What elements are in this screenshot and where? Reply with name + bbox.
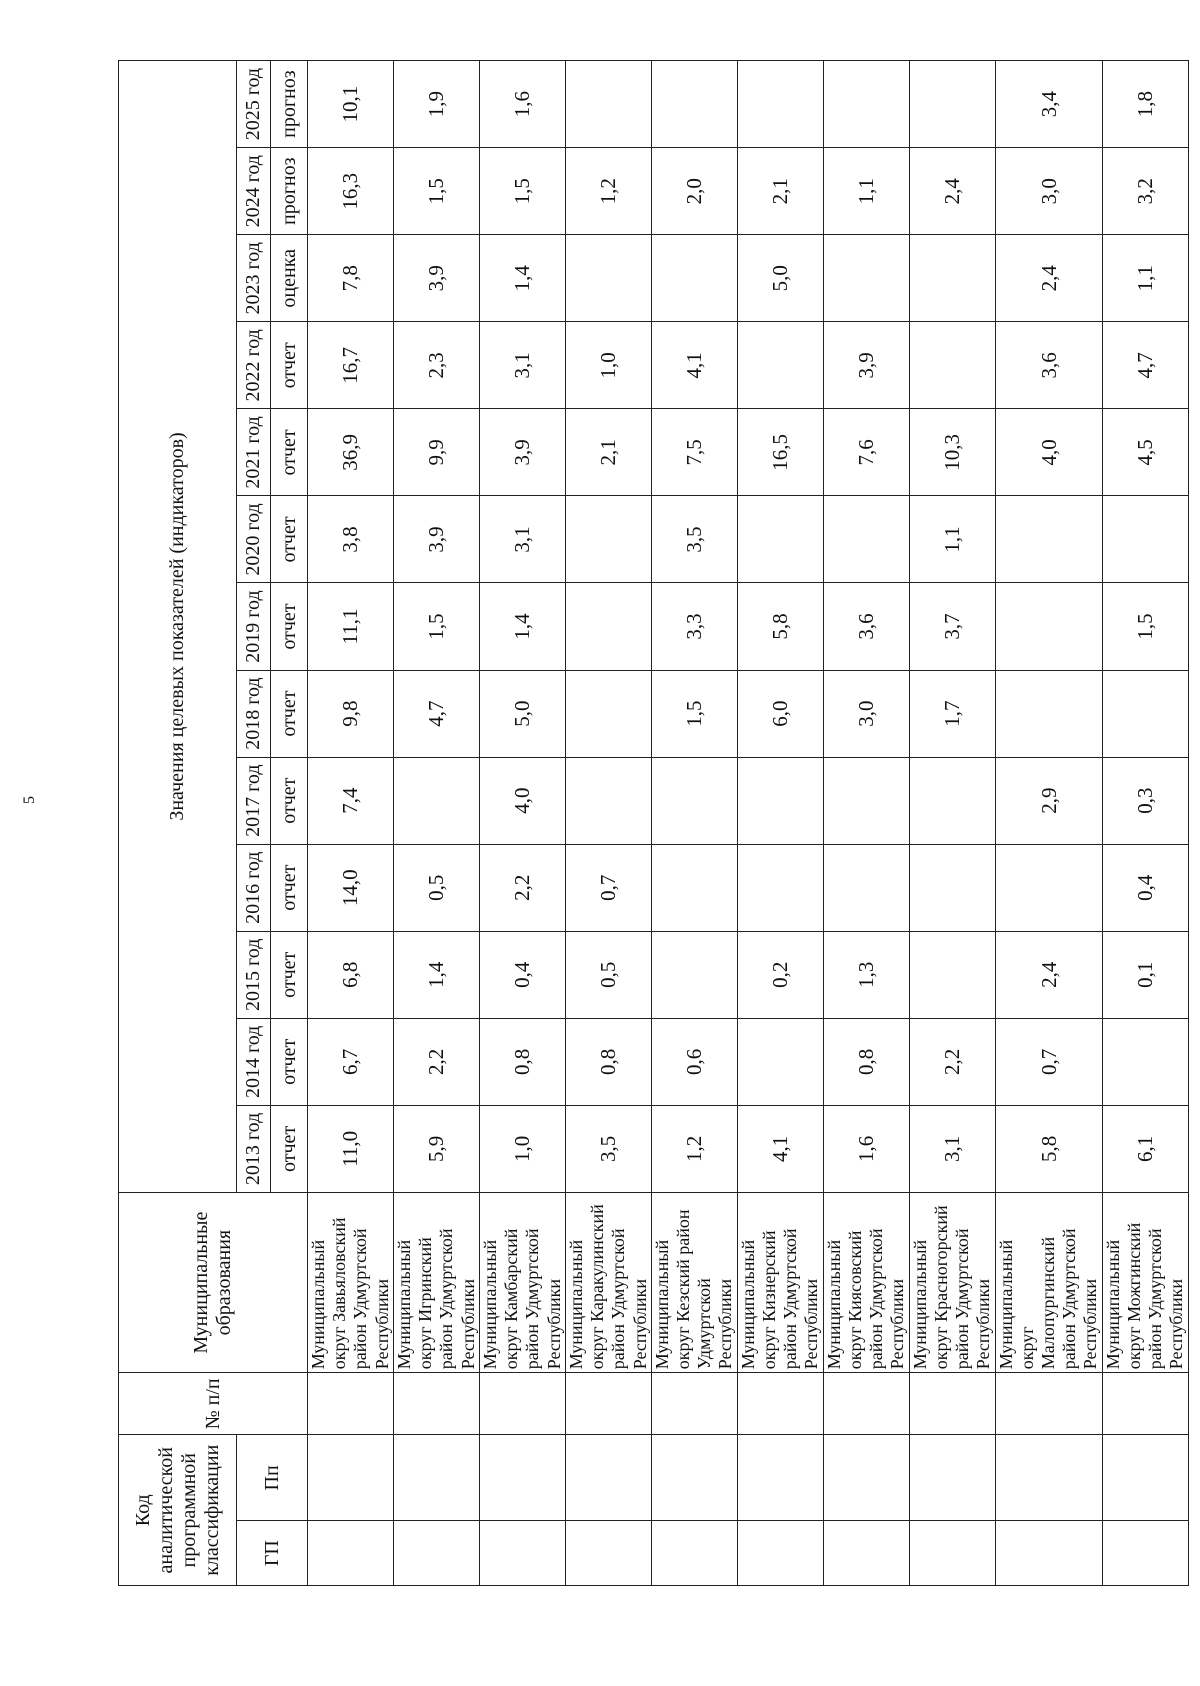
value-cell: 2,3 xyxy=(393,322,479,409)
municipality-cell: Муниципальный округ Киясовский район Удмуртской Республики xyxy=(823,1192,909,1372)
value-cell: 0,1 xyxy=(1102,931,1188,1018)
value-cell xyxy=(737,757,823,844)
num-cell xyxy=(737,1373,823,1435)
municipality-header: Муниципальные образования xyxy=(119,1192,308,1372)
value-cell xyxy=(995,496,1102,583)
table-row xyxy=(823,61,909,1586)
code-pp-cell xyxy=(479,1435,565,1521)
year-header: 2015 год xyxy=(237,931,271,1018)
year-header: 2019 год xyxy=(237,583,271,670)
value-cell xyxy=(995,844,1102,931)
table-row xyxy=(651,61,737,1586)
rotated-table-container xyxy=(118,60,1187,1586)
code-gp-header: ГП xyxy=(237,1521,308,1586)
code-gp-cell xyxy=(737,1521,823,1586)
value-cell: 4,7 xyxy=(393,670,479,757)
value-cell: 0,8 xyxy=(479,1018,565,1105)
value-cell: 1,5 xyxy=(479,148,565,235)
value-cell: 5,0 xyxy=(479,670,565,757)
code-pp-cell xyxy=(737,1435,823,1521)
value-cell xyxy=(737,844,823,931)
value-cell: 1,4 xyxy=(393,931,479,1018)
value-cell: 1,5 xyxy=(393,148,479,235)
num-cell xyxy=(651,1373,737,1435)
num-cell xyxy=(909,1373,995,1435)
value-cell: 4,1 xyxy=(651,322,737,409)
year-header: 2017 год xyxy=(237,757,271,844)
value-cell: 3,9 xyxy=(393,235,479,322)
value-cell: 1,6 xyxy=(479,61,565,148)
value-cell: 10,3 xyxy=(909,409,995,496)
value-kind-header: отчет xyxy=(271,583,308,670)
value-cell xyxy=(909,844,995,931)
value-cell: 10,1 xyxy=(308,61,394,148)
value-cell: 3,6 xyxy=(995,322,1102,409)
value-cell xyxy=(995,583,1102,670)
num-cell xyxy=(1102,1373,1188,1435)
value-kind-header: оценка xyxy=(271,235,308,322)
value-cell: 36,9 xyxy=(308,409,394,496)
value-cell: 1,1 xyxy=(1102,235,1188,322)
code-pp-cell xyxy=(651,1435,737,1521)
year-header: 2018 год xyxy=(237,670,271,757)
municipality-cell: Муниципальный округ Камбарский район Удмуртской Республики xyxy=(479,1192,565,1372)
value-cell: 2,0 xyxy=(651,148,737,235)
table-row xyxy=(1102,61,1188,1586)
municipality-cell: Муниципальный округ Можгинский район Удмуртской Республики xyxy=(1102,1192,1188,1372)
value-cell: 1,5 xyxy=(393,583,479,670)
year-header: 2021 год xyxy=(237,409,271,496)
code-gp-cell xyxy=(823,1521,909,1586)
value-cell: 7,5 xyxy=(651,409,737,496)
value-kind-header: отчет xyxy=(271,931,308,1018)
table-body xyxy=(308,61,1189,1586)
value-cell: 0,8 xyxy=(823,1018,909,1105)
value-cell: 6,1 xyxy=(1102,1105,1188,1192)
table-row xyxy=(565,61,651,1586)
value-cell xyxy=(909,757,995,844)
value-cell: 3,7 xyxy=(909,583,995,670)
value-cell: 4,0 xyxy=(479,757,565,844)
value-cell xyxy=(1102,1018,1188,1105)
value-cell: 1,0 xyxy=(479,1105,565,1192)
value-cell: 2,4 xyxy=(995,235,1102,322)
value-cell xyxy=(909,235,995,322)
year-header: 2014 год xyxy=(237,1018,271,1105)
value-cell: 4,1 xyxy=(737,1105,823,1192)
value-cell: 2,9 xyxy=(995,757,1102,844)
num-cell xyxy=(308,1373,394,1435)
value-cell: 3,9 xyxy=(393,496,479,583)
value-cell: 11,0 xyxy=(308,1105,394,1192)
value-cell: 1,0 xyxy=(565,322,651,409)
value-cell: 2,2 xyxy=(393,1018,479,1105)
value-cell: 3,2 xyxy=(1102,148,1188,235)
value-kind-header: отчет xyxy=(271,409,308,496)
value-cell: 9,8 xyxy=(308,670,394,757)
value-cell: 2,1 xyxy=(737,148,823,235)
value-cell: 2,2 xyxy=(909,1018,995,1105)
value-cell xyxy=(565,61,651,148)
value-cell: 4,5 xyxy=(1102,409,1188,496)
value-cell: 3,1 xyxy=(479,322,565,409)
value-cell: 3,8 xyxy=(308,496,394,583)
value-cell: 4,7 xyxy=(1102,322,1188,409)
value-cell xyxy=(823,61,909,148)
num-header: № п/п xyxy=(119,1373,308,1435)
code-pp-cell xyxy=(909,1435,995,1521)
value-cell: 3,5 xyxy=(651,496,737,583)
value-cell xyxy=(565,757,651,844)
value-cell: 6,7 xyxy=(308,1018,394,1105)
code-header: Код аналитической программной классификации xyxy=(119,1435,237,1586)
value-cell xyxy=(823,757,909,844)
value-cell: 7,6 xyxy=(823,409,909,496)
value-cell: 16,7 xyxy=(308,322,394,409)
value-cell: 0,4 xyxy=(479,931,565,1018)
value-cell: 2,4 xyxy=(909,148,995,235)
value-cell xyxy=(823,844,909,931)
value-kind-header: прогноз xyxy=(271,61,308,148)
code-gp-cell xyxy=(393,1521,479,1586)
page-number: 5 xyxy=(21,796,38,804)
value-cell xyxy=(565,670,651,757)
code-gp-cell xyxy=(565,1521,651,1586)
code-gp-cell xyxy=(651,1521,737,1586)
municipality-cell: Муниципальный округ Кезский район Удмуртской Республики xyxy=(651,1192,737,1372)
value-cell: 1,5 xyxy=(651,670,737,757)
value-kind-header: прогноз xyxy=(271,148,308,235)
value-cell: 14,0 xyxy=(308,844,394,931)
value-cell: 16,3 xyxy=(308,148,394,235)
value-cell: 9,9 xyxy=(393,409,479,496)
num-cell xyxy=(823,1373,909,1435)
code-pp-cell xyxy=(393,1435,479,1521)
value-cell: 1,9 xyxy=(393,61,479,148)
code-pp-cell xyxy=(823,1435,909,1521)
value-cell: 6,8 xyxy=(308,931,394,1018)
value-cell: 2,2 xyxy=(479,844,565,931)
value-cell: 1,2 xyxy=(651,1105,737,1192)
value-cell xyxy=(1102,496,1188,583)
value-cell: 1,4 xyxy=(479,235,565,322)
value-cell xyxy=(651,61,737,148)
municipality-cell: Муниципальный округ Кизнерский район Удмуртской Республики xyxy=(737,1192,823,1372)
value-kind-header: отчет xyxy=(271,322,308,409)
code-gp-cell xyxy=(909,1521,995,1586)
value-cell: 0,4 xyxy=(1102,844,1188,931)
value-cell: 3,9 xyxy=(823,322,909,409)
value-cell xyxy=(737,322,823,409)
municipality-cell: Муниципальный округ Игринский район Удмуртской Республики xyxy=(393,1192,479,1372)
value-cell xyxy=(565,235,651,322)
value-cell: 1,2 xyxy=(565,148,651,235)
code-pp-cell xyxy=(995,1435,1102,1521)
value-cell: 3,6 xyxy=(823,583,909,670)
value-cell: 2,4 xyxy=(995,931,1102,1018)
value-cell: 5,9 xyxy=(393,1105,479,1192)
code-gp-cell xyxy=(479,1521,565,1586)
value-cell: 11,1 xyxy=(308,583,394,670)
value-cell: 0,7 xyxy=(565,844,651,931)
value-cell: 5,8 xyxy=(737,583,823,670)
table-row xyxy=(479,61,565,1586)
code-pp-cell xyxy=(1102,1435,1188,1521)
value-cell: 3,4 xyxy=(995,61,1102,148)
value-cell xyxy=(651,844,737,931)
year-header: 2016 год xyxy=(237,844,271,931)
value-cell: 2,1 xyxy=(565,409,651,496)
value-kind-header: отчет xyxy=(271,1105,308,1192)
value-cell: 3,9 xyxy=(479,409,565,496)
value-cell: 3,3 xyxy=(651,583,737,670)
value-cell: 4,0 xyxy=(995,409,1102,496)
municipality-cell: Муниципальный округ Красногорский район Удмуртской Республики xyxy=(909,1192,995,1372)
value-kind-header: отчет xyxy=(271,1018,308,1105)
value-cell: 1,1 xyxy=(909,496,995,583)
value-cell: 0,6 xyxy=(651,1018,737,1105)
indicators-table xyxy=(118,60,1189,1586)
value-cell: 0,2 xyxy=(737,931,823,1018)
value-kind-header: отчет xyxy=(271,670,308,757)
value-cell xyxy=(651,931,737,1018)
value-cell xyxy=(651,757,737,844)
value-cell: 3,0 xyxy=(823,670,909,757)
year-header: 2013 год xyxy=(237,1105,271,1192)
value-cell xyxy=(737,496,823,583)
value-cell: 1,4 xyxy=(479,583,565,670)
value-cell: 3,1 xyxy=(909,1105,995,1192)
value-cell xyxy=(565,496,651,583)
value-cell: 0,5 xyxy=(393,844,479,931)
value-cell: 1,1 xyxy=(823,148,909,235)
value-cell xyxy=(737,61,823,148)
value-cell xyxy=(909,322,995,409)
code-gp-cell xyxy=(995,1521,1102,1586)
code-pp-cell xyxy=(308,1435,394,1521)
table-row xyxy=(737,61,823,1586)
value-cell xyxy=(565,583,651,670)
value-cell: 1,3 xyxy=(823,931,909,1018)
value-cell xyxy=(393,757,479,844)
municipality-cell: Муниципальный округ Завьяловский район Удмуртской Республики xyxy=(308,1192,394,1372)
value-cell: 0,8 xyxy=(565,1018,651,1105)
municipality-cell: Муниципальный округ Каракулинский район Удмуртской Республики xyxy=(565,1192,651,1372)
value-cell: 1,8 xyxy=(1102,61,1188,148)
year-header: 2022 год xyxy=(237,322,271,409)
year-header: 2020 год xyxy=(237,496,271,583)
value-cell: 16,5 xyxy=(737,409,823,496)
num-cell xyxy=(479,1373,565,1435)
num-cell xyxy=(995,1373,1102,1435)
value-cell xyxy=(995,670,1102,757)
value-cell: 0,3 xyxy=(1102,757,1188,844)
table-row xyxy=(308,61,394,1586)
value-kind-header: отчет xyxy=(271,496,308,583)
value-kind-header: отчет xyxy=(271,844,308,931)
value-cell xyxy=(651,235,737,322)
value-kind-header: отчет xyxy=(271,757,308,844)
value-cell: 1,6 xyxy=(823,1105,909,1192)
value-cell: 3,5 xyxy=(565,1105,651,1192)
year-header: 2024 год xyxy=(237,148,271,235)
year-header: 2025 год xyxy=(237,61,271,148)
table-row xyxy=(393,61,479,1586)
value-cell xyxy=(737,1018,823,1105)
code-gp-cell xyxy=(1102,1521,1188,1586)
value-cell: 7,8 xyxy=(308,235,394,322)
value-cell xyxy=(909,61,995,148)
value-cell: 3,1 xyxy=(479,496,565,583)
indicators-title: Значения целевых показателей (индикаторов) xyxy=(119,61,237,1193)
value-cell: 7,4 xyxy=(308,757,394,844)
code-pp-header: Пп xyxy=(237,1435,308,1521)
value-cell xyxy=(823,235,909,322)
num-cell xyxy=(565,1373,651,1435)
value-cell: 0,7 xyxy=(995,1018,1102,1105)
value-cell xyxy=(1102,670,1188,757)
table-row xyxy=(909,61,995,1586)
code-gp-cell xyxy=(308,1521,394,1586)
value-cell: 1,5 xyxy=(1102,583,1188,670)
value-cell xyxy=(823,496,909,583)
value-cell: 5,8 xyxy=(995,1105,1102,1192)
value-cell: 1,7 xyxy=(909,670,995,757)
value-cell: 0,5 xyxy=(565,931,651,1018)
num-cell xyxy=(393,1373,479,1435)
code-pp-cell xyxy=(565,1435,651,1521)
value-cell: 5,0 xyxy=(737,235,823,322)
table-row xyxy=(995,61,1102,1586)
year-header: 2023 год xyxy=(237,235,271,322)
value-cell: 3,0 xyxy=(995,148,1102,235)
value-cell: 6,0 xyxy=(737,670,823,757)
value-cell xyxy=(909,931,995,1018)
municipality-cell: Муниципальный округ Малопургинский район Удмуртской Республики xyxy=(995,1192,1102,1372)
